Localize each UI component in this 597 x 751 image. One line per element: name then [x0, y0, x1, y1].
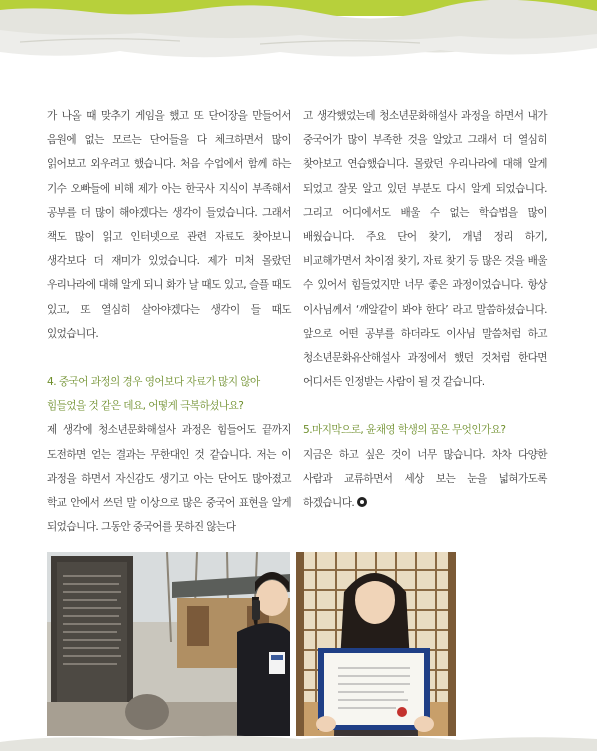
- answer-4-text: 제 생각에 청소년문화해설사 과정은 힘들어도 끝까지 도전하면 얻는 결과는 무한대인 것 같습니다. 저는 이 과정을 하면서 자신감도 생기고 아는 단어도 많아졌고 학교 안에서 쓰던 말 이상으로 많은 중국어 표현을 알게 되었습니다. 그동안 중국어를 못하진 않는다: [47, 424, 291, 534]
- question-5: 5.마지막으로, 윤채영 학생의 꿈은 무엇인가요?: [303, 424, 506, 437]
- answer-4-text-continued: 고 생각했었는데 청소년문화해설사 과정을 하면서 내가 중국어가 많이 부족한 것을 알았고 그래서 더 열심히 찾아보고 연습했습니다. 몰랐던 우리나라에 대해 알게 되었고 잘못 알고 있던 부분도 다시 알게 되었습니다. 그리고 어디에서도 배울 수 없는 학습법을 많이 배웠습니다. 주요 단어 찾기, 개념 정리 하기, 비교해가면서 차이점 찾기, 자료 찾기 등 많은 것을 배울 수 있어서 힘들었지만 너무 좋은 과정이었습니다. 항상 이사님께서 ‘깨알같이 봐야 한다’ 라고 말씀하셨습니다. 앞으로 어떤 공부를 하더라도 이사님 말씀처럼 하고 청소년문화유산해설사 과정에서 했던 것처럼 한다면 어디서든 인정받는 사람이 될 것 같습니다.: [303, 110, 547, 389]
- question-4: 4. 중국어 과정의 경우 영어보다 자료가 많지 않아 힘들었을 것 같은 데요, 어떻게 극복하셨나요?: [47, 376, 260, 413]
- bottom-brush-band: [0, 730, 597, 751]
- left-text-column: [47, 104, 291, 539]
- student-with-certificate-photo: [296, 552, 456, 736]
- answer-5-body: 지금은 하고 싶은 것이 너무 많습니다. 차차 다양한 사람과 교류하면서 세상 보는 눈을 넓혀가도록 하겠습니다.: [303, 448, 547, 510]
- answer-3-text-continued: 가 나올 때 맞추기 게임을 했고 또 단어장을 만들어서 음원에 없는 모르는 단어들을 다 체크하면서 많이 읽어보고 외우려고 했습니다. 처음 수업에서 함께 하는 기수 오빠들에 비해 제가 아는 한국사 지식이 부족해서 공부를 더 많이 해야겠다는 생각이 들었습니다. 그래서 책도 많이 읽고 인터넷으로 관련 자료도 찾아보니 생각보다 더 재미가 있었습니다. 제가 미처 몰랐던 우리나라에 대해 알게 되니 화가 날 때도 있고, 슬플 때도 있고, 또 열심히 살아야겠다는 생각이 들 때도 있었습니다.: [47, 110, 291, 340]
- right-text-column: [303, 104, 547, 515]
- answer-5-text: [303, 443, 547, 516]
- student-with-microphone-photo: [47, 552, 290, 736]
- end-mark-icon: [357, 497, 367, 507]
- top-brush-band: [0, 0, 597, 80]
